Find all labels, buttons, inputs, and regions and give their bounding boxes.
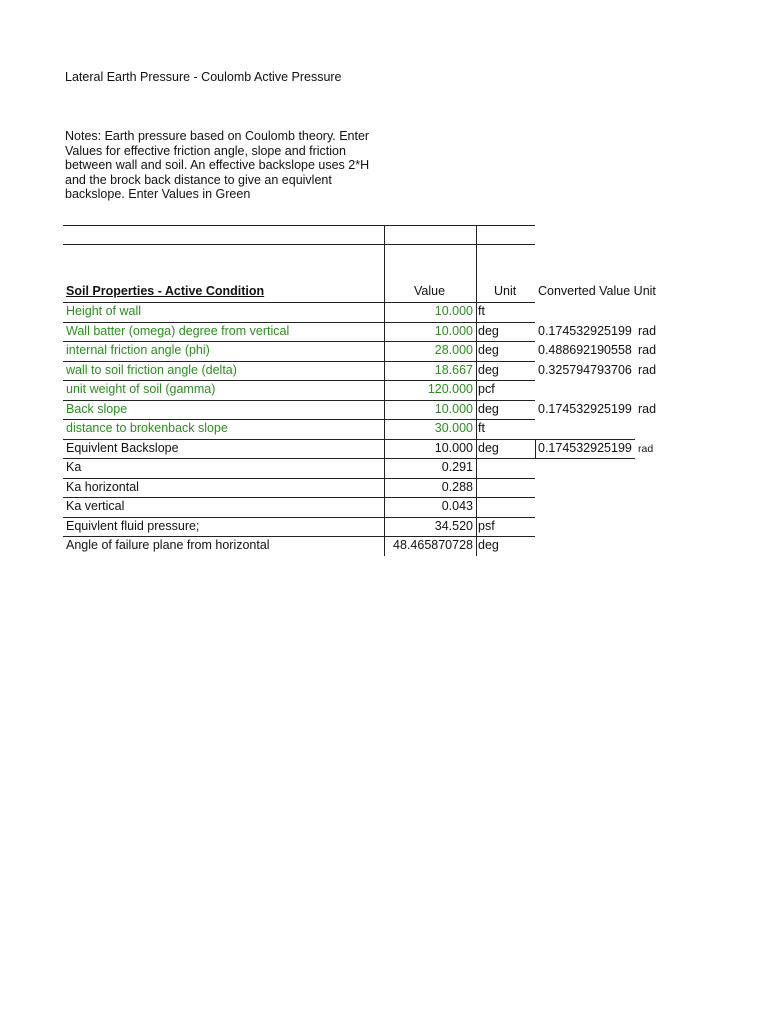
row-value: 10.000 (434, 440, 473, 455)
row-unit: ft (478, 304, 485, 318)
unit-column-divider (476, 282, 477, 556)
value-column-divider-top (384, 225, 385, 283)
unit-column-divider-top (476, 225, 477, 283)
row-unit: deg (478, 440, 499, 455)
row-label: Back slope (66, 401, 128, 416)
row-converted-unit: rad (638, 343, 657, 357)
page-title: Lateral Earth Pressure - Coulomb Active Pressure (65, 70, 342, 84)
row-value-input[interactable]: 28.000 (434, 343, 473, 357)
row-converted-value: 0.174532925199 (538, 401, 632, 416)
row-value-input[interactable]: 120.000 (427, 382, 473, 396)
row-border (63, 322, 535, 323)
row-border (63, 419, 535, 420)
row-value: 0.043 (441, 499, 473, 513)
row-border (63, 400, 535, 401)
row-unit: deg (478, 401, 499, 416)
row-converted-unit: rad (638, 442, 654, 455)
column-header-value: Value (414, 284, 446, 298)
converted-cell-border (535, 439, 635, 440)
row-border (63, 380, 535, 381)
row-label: Ka vertical (66, 499, 125, 513)
row-converted-unit: rad (638, 401, 657, 416)
row-label: Ka (66, 460, 82, 474)
value-column-divider (384, 282, 385, 556)
table-bottom-border (476, 536, 535, 537)
row-converted-value: 0.325794793706 (538, 362, 632, 377)
row-unit: deg (478, 343, 499, 357)
row-value-input[interactable]: 10.000 (434, 304, 473, 318)
row-value: 0.288 (441, 479, 473, 494)
row-border (63, 517, 535, 518)
row-converted-value: 0.174532925199 (538, 440, 632, 455)
row-converted-value: 0.174532925199 (538, 323, 632, 338)
converted-cell-border (535, 439, 536, 459)
row-label: Equivlent fluid pressure; (66, 518, 200, 533)
table-subheader-border (63, 244, 535, 245)
row-value-input[interactable]: 10.000 (434, 401, 473, 416)
row-label: Equivlent Backslope (66, 440, 179, 455)
row-border (63, 302, 535, 303)
row-value-input[interactable]: 18.667 (434, 362, 473, 377)
section-heading: Soil Properties - Active Condition (66, 284, 265, 298)
row-label: Wall batter (omega) degree from vertical (66, 323, 290, 338)
row-unit: ft (478, 421, 485, 435)
row-converted-unit: rad (638, 323, 657, 338)
notes-text: Notes: Earth pressure based on Coulomb theory. Enter Values for effective friction angle, slope and friction between wall and soil. An effective backslope uses 2*H and the brock back distance to give an equivlent backslope. Enter Values in Green (65, 129, 370, 201)
converted-cell-border (535, 458, 635, 459)
row-unit: pcf (478, 382, 495, 396)
row-label: Ka horizontal (66, 479, 139, 494)
table-top-border (63, 225, 535, 226)
column-header-converted: Converted Value Unit (538, 284, 656, 298)
row-unit: deg (478, 538, 499, 552)
row-label: unit weight of soil (gamma) (66, 382, 216, 396)
row-border (63, 536, 535, 537)
row-unit: deg (478, 362, 499, 377)
row-label: wall to soil friction angle (delta) (66, 362, 237, 377)
row-border (63, 478, 535, 479)
row-value: 34.520 (434, 518, 473, 533)
row-label: Height of wall (66, 304, 142, 318)
row-border (63, 361, 535, 362)
row-converted-unit: rad (638, 362, 657, 377)
column-header-unit: Unit (494, 284, 517, 298)
row-unit: deg (478, 323, 499, 338)
row-label: internal friction angle (phi) (66, 343, 210, 357)
row-value-input[interactable]: 30.000 (434, 421, 473, 435)
row-border (63, 341, 535, 342)
row-label: Angle of failure plane from horizontal (66, 538, 270, 552)
row-value: 0.291 (441, 460, 473, 474)
row-label: distance to brokenback slope (66, 421, 228, 435)
row-value: 48.465870728 (393, 538, 473, 552)
row-unit: psf (478, 518, 495, 533)
row-border (63, 497, 535, 498)
row-value-input[interactable]: 10.000 (434, 323, 473, 338)
row-border (63, 439, 535, 440)
row-converted-value: 0.488692190558 (538, 343, 632, 357)
row-border (63, 458, 535, 459)
